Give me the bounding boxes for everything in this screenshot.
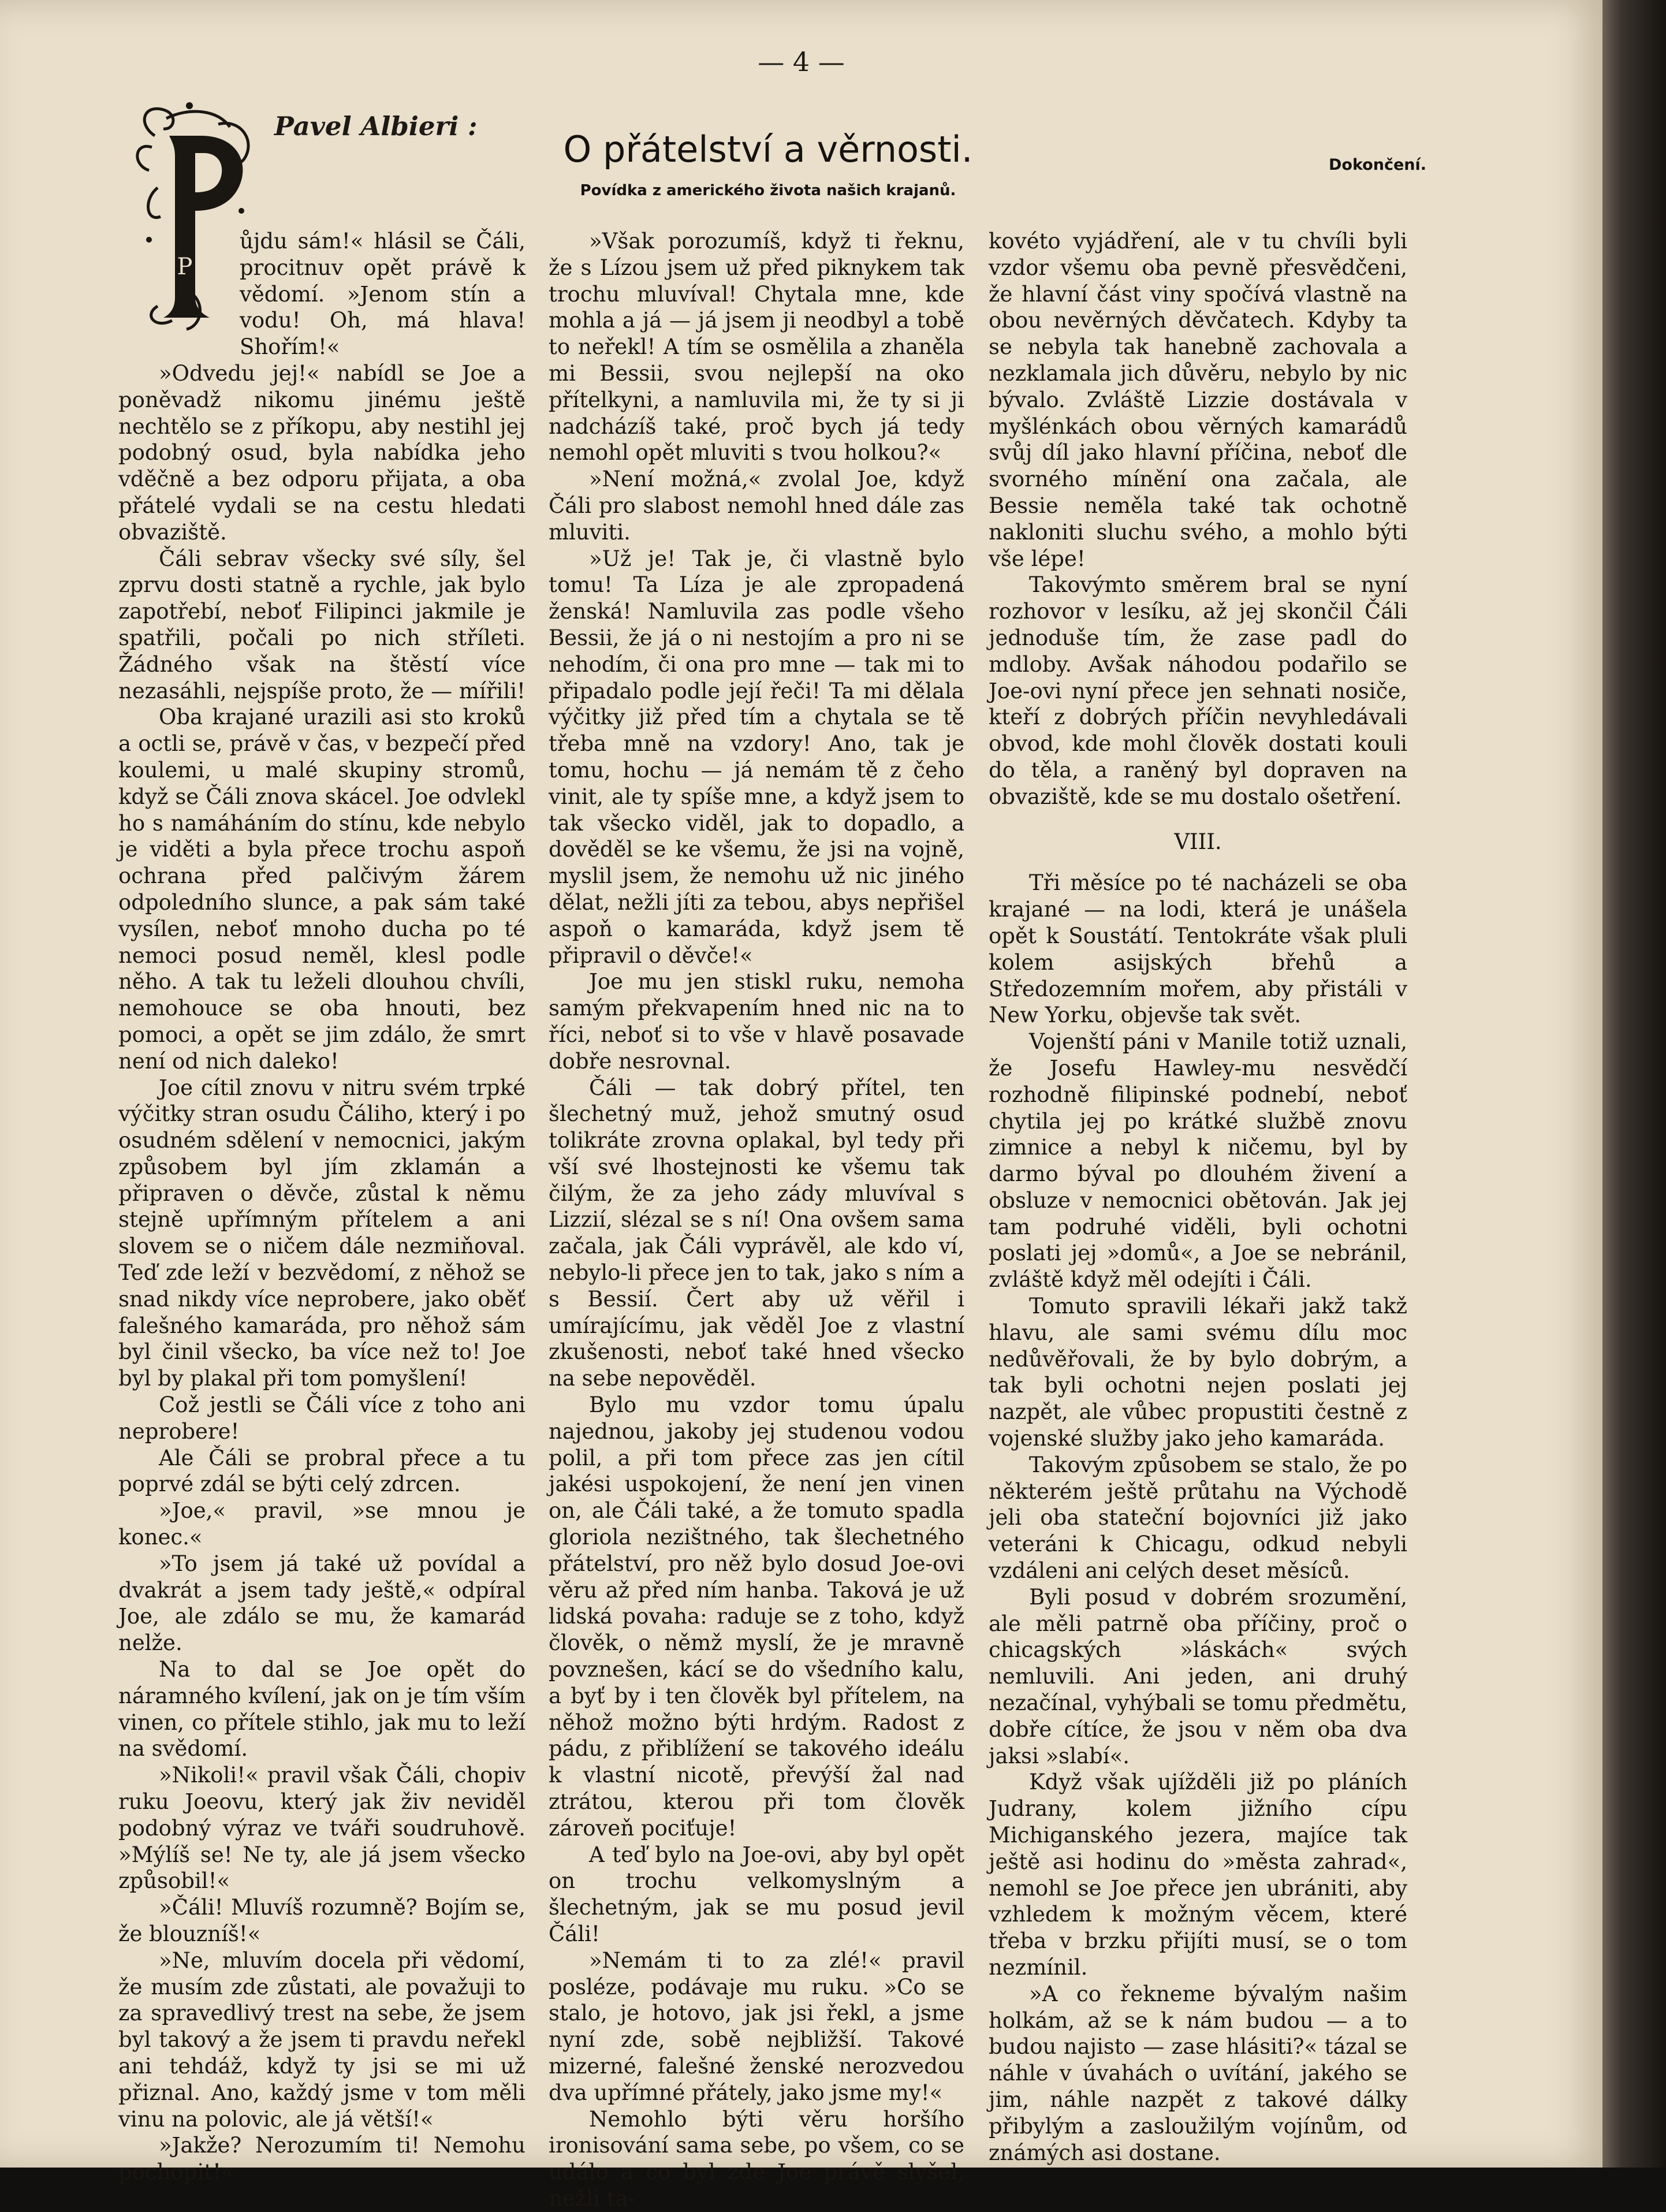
- paragraph: Čáli sebrav všecky své síly, šel zprvu dosti statně a rychle, jak bylo zapotřebí, neboť Filipinci jakmile je spatřili, počali po nich stříleti. Žádného však na štěstí více nezasáhli, nejspíše proto, že — mířili!: [118, 546, 525, 703]
- paragraph: »Jakže? Nerozumím ti! Nemohu pochopit!«: [118, 2133, 525, 2185]
- chapter-heading: VIII.: [1174, 829, 1222, 854]
- paragraph: »Není možná,« zvolal Joe, když Čáli pro slabost nemohl hned dále zas mluviti.: [549, 467, 964, 545]
- paragraph: »A co řekneme bývalým našim holkám, až se k nám budou — a to budou najisto — zase hlásiti?« tázal se náhle v úvahách o uvítání, jakého se jim, náhle nazpět z takové dálky přibylým a zasloužilým vojínům, od známých asi dostane.: [989, 1981, 1407, 2165]
- paragraph: »Joe,« pravil, »se mnou je konec.«: [118, 1498, 525, 1550]
- paragraph: »Čáli! Mluvíš rozumně? Bojím se, že blouzníš!«: [118, 1895, 525, 1946]
- drop-cap-letter: P: [177, 254, 193, 280]
- paragraph: »Ne, mluvím docela při vědomí, že musím zde zůstati, ale považuji to za spravedlivý trest na sebe, že jsem byl takový a že jsem ti pravdu neřekl ani tehdáž, když ty jsi se mi už přiznal. Ano, každý jsme v tom měli vinu na polovic, ale já větší!«: [118, 1947, 525, 2132]
- paragraph: Čáli — tak dobrý přítel, ten šlechetný muž, jehož smutný osud tolikráte zrovna oplakal, byl tedy při vší své lhostejnosti ke všemu tak čilým, že za jeho zády mluvíval s Lizzií, slézal se s ní! Ona ovšem sama začala, jak Čáli vyprávěl, ale kdo ví, nebylo-li přece jen to tak, jako s ním a s Bessií. Čert aby už věřil i umírajícímu, jak věděl Joe z vlastní zkušenosti, neboť také hned všecko na sebe nepověděl.: [549, 1075, 964, 1391]
- paragraph: Tomuto spravili lékaři jakž takž hlavu, ale sami svému dílu moc nedůvěřovali, že by bylo dobrým, a tak byli ochotni nejen poslati jej nazpět, ale vůbec propustiti čestně z vojenské služby jako jeho kamaráda.: [989, 1294, 1407, 1451]
- paragraph: Což jestli se Čáli více z toho ani neprobere!: [118, 1392, 525, 1444]
- paragraph: ůjdu sám!« hlásil se Čáli, procitnuv opět právě k vědomí. »Jenom stín a vodu! Oh, má hlava! Shořím!«: [240, 229, 525, 360]
- article-subtitle: Povídka z amerického života našich krajanů.: [580, 182, 956, 199]
- paragraph: Tři měsíce po té nacházeli se oba krajané — na lodi, která je unášela opět k Soustátí. Tentokráte však pluli kolem asijských břehů a Středozemním mořem, aby přistáli v New Yorku, objevše tak svět.: [989, 870, 1407, 1028]
- paragraph: Joe mu jen stiskl ruku, nemoha samým překvapením hned nic na to říci, neboť si to vše v hlavě posavade dobře nesrovnal.: [549, 969, 964, 1074]
- paragraph: Vojenští páni v Manile totiž uznali, že Josefu Hawley-mu nesvědčí rozhodně filipinské podnebí, neboť chytila jej po krátké službě znovu zimnice a nebyl k ničemu, byl by darmo býval po dlouhém živení a obsluze v nemocnici obětován. Jak jej tam podruhé viděli, byli ochotni poslati jej »domů«, a Joe se nebránil, zvláště když měl odejíti i Čáli.: [989, 1029, 1407, 1293]
- paragraph: »Už je! Tak je, či vlastně bylo tomu! Ta Líza je ale zpropadená ženská! Namluvila zas podle všeho Bessii, že já o ni nestojím a pro ni se nehodím, či ona pro mne — tak mi to připadalo podle její řeči! Ta mi dělala výčitky již před tím a chytala se tě třeba mně na vzdory! Ano, tak je tomu, hochu — já nemám tě z čeho vinit, ale ty spíše mne, a když jsem to tak všecko viděl, jak to dopadlo, a dověděl se ke všemu, že jsi na vojně, myslil jsem, že nemohu už nic jiného dělat, nežli jíti za tebou, abys nepřišel aspoň o kamaráda, když jsem tě připravil o děvče!«: [549, 546, 964, 968]
- text-column-2: [549, 228, 964, 2211]
- paragraph: Takovým způsobem se stalo, že po některém ještě průtahu na Východě jeli oba stateční bojovníci již jako veteráni k Chicagu, odkud nebyli vzdáleni ani celých deset měsíců.: [989, 1452, 1407, 1584]
- paragraph: Ale Čáli se probral přece a tu poprvé zdál se býti celý zdrcen.: [118, 1445, 525, 1497]
- author-name: Pavel Albieri :: [274, 111, 478, 141]
- paragraph: Když však ujížděli již po pláních Judrany, kolem jižního cípu Michiganského jezera, majíce tak ještě asi hodinu do »města zahrad«, nemohl se Joe přece jen ubrániti, aby vzhledem k možným věcem, které třeba v brzku přijíti musí, se o tom nezmínil.: [989, 1770, 1407, 1980]
- paragraph: »Nemám ti to za zlé!« pravil posléze, podávaje mu ruku. »Co se stalo, je hotovo, jak jsi řekl, a jsme nyní zde, sobě nejbližší. Takové mizerné, falešné ženské nerozvedou dva upřímné přátely, jako jsme my!«: [549, 1947, 964, 2105]
- paragraph: Byli posud v dobrém srozumění, ale měli patrně oba příčiny, proč o chicagských »láskách« svých nemluvili. Ani jeden, ani druhý nezačínal, vyhýbali se tomu předmětu, dobře cítíce, že jsou v něm oba dva jaksi »slabí«.: [989, 1584, 1407, 1768]
- page-number: — 4 —: [758, 46, 845, 77]
- paragraph: Joe cítil znovu v nitru svém trpké výčitky stran osudu Čáliho, který i po osudném sdělení v nemocnici, jakým způsobem byl jím zklamán a připraven o děvče, zůstal k němu stejně upřímným přítelem a ani slovem se o ničem dále nezmiňoval. Teď zde leží v bezvědomí, z něhož se snad nikdy více neprobere, jako oběť falešného kamaráda, pro něhož sám byl činil všecko, ba více než to! Joe byl by plakal při tom pomyšlení!: [118, 1075, 525, 1391]
- article-title: O přátelství a věrnosti.: [563, 128, 973, 170]
- paragraph: Nemohlo býti věru horšího ironisování sama sebe, po všem, co se událo a co byl zde Joe právě slyšel, nežli ta-: [549, 2106, 964, 2211]
- paragraph: Oba krajané urazili asi sto kroků a octli se, právě v čas, v bezpečí před koulemi, u malé skupiny stromů, když se Čáli znova skácel. Joe odvlekl ho s namáháním do stínu, kde nebylo je viděti a byla přece trochu aspoň ochrana před palčivým žárem odpoledního slunce, a pak sám také vysílen, neboť mnoho ducha po té nemoci posud neměl, klesl podle něho. A tak tu leželi dlouhou chvíli, nemohouce se oba hnouti, bez pomoci, a opět se jim zdálo, že smrt není od nich daleko!: [118, 705, 525, 1074]
- paragraph: Na to dal se Joe opět do náramného kvílení, jak on je tím vším vinen, co přítele stihlo, jak mu to leží na svědomí.: [118, 1657, 525, 1762]
- continuation-note: Dokončení.: [1328, 156, 1426, 174]
- paragraph: A teď bylo na Joe-ovi, aby byl opět on trochu velkomyslným a šlechetným, jak se mu posud jevil Čáli!: [549, 1842, 964, 1946]
- paragraph: »Však porozumíš, když ti řeknu, že s Lízou jsem už před piknykem tak trochu mluvíval! Chytala mne, kde mohla a já — já jsem ji neodbyl a tobě to neřekl! A tím se osmělila a zhaněla mi Bessii, svou nejlepší na oko přítelkyni, a namluvila mi, že ty si ji nadcházíš také, proč bych já tedy nemohl opět mluviti s tvou holkou?«: [549, 229, 964, 466]
- text-column-3: [989, 228, 1407, 2165]
- text-column-1: [118, 228, 525, 2185]
- paragraph: »Odvedu jej!« nabídl se Joe a poněvadž nikomu jinému ještě nechtělo se z příkopu, aby nestihl jej podobný osud, byla nabídka jeho vděčně a bez odporu přijata, a oba přátelé vydali se na cestu hledati obvaziště.: [118, 360, 525, 545]
- paragraph: »To jsem já také už povídal a dvakrát a jsem tady ještě,« odpíral Joe, ale zdálo se mu, že kamarád nelže.: [118, 1551, 525, 1656]
- paragraph: Bylo mu vzdor tomu úpalu najednou, jakoby jej studenou vodou polil, a při tom přece zas jen cítil jakési uspokojení, že není jen vinen on, ale Čáli také, a že tomuto spadla gloriola nezištného, tak šlechetného přátelství, pro něž bylo dosud Joe-ovi věru až před ním hanba. Taková je už lidská povaha: raduje se z toho, když člověk, o němž myslí, že je mravně povznešen, kácí se do všedního kalu, a byť by i ten člověk byl přítelem, na něhož možno býti hrdým. Radost z pádu, z přiblížení se takového ideálu k vlastní nicotě, převýší žal nad ztrátou, kterou při tom člověk zároveň pociťuje!: [549, 1392, 964, 1841]
- book-spine-edge: [1602, 0, 1666, 2168]
- paragraph: »Nikoli!« pravil však Čáli, chopiv ruku Joeovu, který jak živ neviděl podobný výraz ve tváři soudruhově. »Mýlíš se! Ne ty, ale já jsem všecko způsobil!«: [118, 1763, 525, 1894]
- paragraph: kovéto vyjádření, ale v tu chvíli byli vzdor všemu oba pevně přesvědčeni, že hlavní část viny spočívá vlastně na obou nevěrných děvčatech. Kdyby ta se nebyla tak hanebně zachovala a nezklamala jich důvěru, nebylo by nic bývalo. Zvláště Lizzie dostávala v myšlénkách obou věrných kamarádů svůj díl jako hlavní příčina, neboť dle svorného mínění ona začala, ale Bessie neměla také tak ochotně nakloniti sluchu svého, a mohlo býti vše lépe!: [989, 229, 1407, 571]
- paragraph: Takovýmto směrem bral se nyní rozhovor v lesíku, až jej skončil Čáli jednoduše tím, že zase padl do mdloby. Avšak náhodou podařilo se Joe-ovi nyní přece jen sehnati nosiče, kteří z dobrých příčin nevyhledávali obvod, kde mohl člověk dostati kouli do těla, a raněný byl dopraven na obvaziště, kde se mu dostalo ošetření.: [989, 572, 1407, 809]
